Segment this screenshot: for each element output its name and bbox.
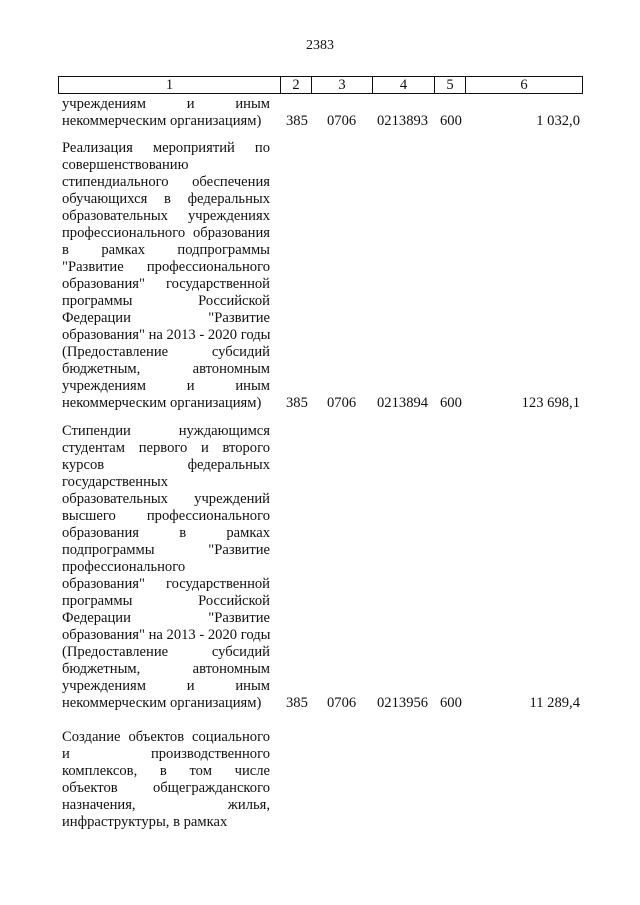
row-description: [62, 423, 270, 712]
description-line: совершенствованию: [62, 157, 189, 173]
description-line: профессионального образования: [62, 225, 270, 241]
description-line: бюджетным, автономным: [62, 361, 270, 377]
row-description: [62, 96, 270, 130]
description-line: "Развитие профессионального: [62, 259, 270, 275]
cell-col-6: 123 698,1: [521, 395, 580, 411]
description-line: курсов федеральных: [62, 457, 270, 473]
description-line: образования" на 2013 - 2020 годы: [62, 327, 271, 343]
cell-col-2: 385: [286, 113, 308, 129]
header-col-4: 4: [372, 77, 434, 93]
description-line: Реализация мероприятий по: [62, 140, 270, 156]
description-line: учреждениям и иным: [62, 378, 270, 394]
description-line: учреждениям и иным: [62, 96, 270, 112]
description-line: объектов общегражданского: [62, 780, 270, 796]
description-line: образования" государственной: [62, 576, 270, 592]
description-line: Стипендии нуждающимся: [62, 423, 270, 439]
description-line: обучающихся в федеральных: [62, 191, 270, 207]
description-line: в рамках подпрограммы: [62, 242, 270, 258]
description-line: высшего профессионального: [62, 508, 270, 524]
description-line: государственных: [62, 474, 169, 490]
cell-col-2: 385: [286, 395, 308, 411]
description-line: назначения, жилья,: [62, 797, 270, 813]
cell-col-4: 0213893: [377, 113, 429, 129]
description-line: Федерации "Развитие: [62, 310, 270, 326]
cell-col-4: 0213894: [377, 395, 429, 411]
description-line: комплексов, в том числе: [62, 763, 270, 779]
description-line: бюджетным, автономным: [62, 661, 270, 677]
header-col-1: 1: [165, 77, 174, 93]
header-col-6: 6: [465, 77, 582, 93]
description-line: инфраструктуры, в рамках: [62, 814, 228, 830]
header-col-3: 3: [311, 77, 372, 93]
cell-col-5: 600: [440, 113, 462, 129]
description-line: Создание объектов социального: [62, 729, 270, 745]
description-line: профессионального: [62, 559, 186, 575]
description-line: некоммерческим организациям): [62, 113, 262, 129]
description-line: образования" государственной: [62, 276, 270, 292]
cell-col-5: 600: [440, 695, 462, 711]
description-line: Федерации "Развитие: [62, 610, 270, 626]
row-description: [62, 729, 270, 831]
description-line: образования в рамках: [62, 525, 270, 541]
description-line: программы Российской: [62, 593, 270, 609]
description-line: студентам первого и второго: [62, 440, 270, 456]
description-line: образовательных учреждений: [62, 491, 270, 507]
description-line: (Предоставление субсидий: [62, 644, 270, 660]
cell-col-5: 600: [440, 395, 462, 411]
description-line: образования" на 2013 - 2020 годы: [62, 627, 271, 643]
cell-col-6: 11 289,4: [529, 695, 580, 711]
description-line: учреждениям и иным: [62, 678, 270, 694]
description-line: программы Российской: [62, 293, 270, 309]
description-line: образовательных учреждениях: [62, 208, 270, 224]
header-col-2: 2: [280, 77, 311, 93]
description-line: некоммерческим организациям): [62, 695, 262, 711]
header-col-5: 5: [434, 77, 465, 93]
description-line: некоммерческим организациям): [62, 395, 262, 411]
row-description: [62, 140, 270, 412]
cell-col-6: 1 032,0: [536, 113, 580, 129]
cell-col-2: 385: [286, 695, 308, 711]
description-line: (Предоставление субсидий: [62, 344, 270, 360]
cell-col-4: 0213956: [377, 695, 429, 711]
description-line: и производственного: [62, 746, 270, 762]
description-line: подпрограммы "Развитие: [62, 542, 270, 558]
cell-col-3: 0706: [327, 113, 357, 129]
table-header: [58, 76, 583, 94]
description-line: стипендиального обеспечения: [62, 174, 270, 190]
page-number: 2383: [306, 38, 334, 53]
cell-col-3: 0706: [327, 395, 357, 411]
cell-col-3: 0706: [327, 695, 357, 711]
